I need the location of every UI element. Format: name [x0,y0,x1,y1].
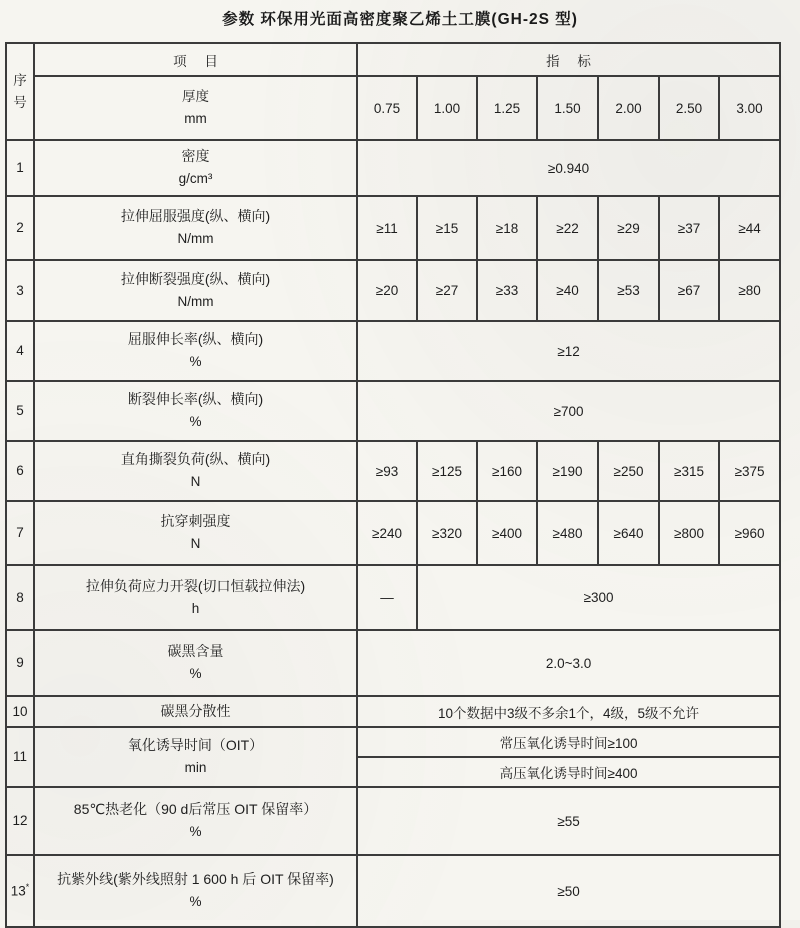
thickness-value: 1.50 [537,76,598,140]
row-no: 11 [6,727,34,787]
item-cell [34,696,357,727]
row-no: 9 [6,630,34,696]
table-row [6,696,780,727]
value-cell: ≥37 [659,196,719,260]
row-no: 3 [6,260,34,321]
item-name: 抗紫外线(紫外线照射 1 600 h 后 OIT 保留率) [57,871,334,888]
row-no: 8 [6,565,34,630]
table-row [6,260,780,321]
item-unit: N [190,536,201,552]
header-row-1 [6,43,780,76]
thickness-value: 2.50 [659,76,719,140]
footnote-marker: * [25,881,30,892]
item-name: 断裂伸长率(纵、横向) [127,391,264,408]
row-no: 6 [6,441,34,501]
value-cell: ≥50 [357,855,780,927]
table-row [6,855,780,927]
row-no: 10 [6,696,34,727]
value-cell: 高压氧化诱导时间≥400 [357,757,780,787]
value-cell: ≥80 [719,260,780,321]
item-name: 碳黑分散性 [160,703,231,719]
value-cell: ≥12 [357,321,780,381]
value-cell: ≥160 [477,441,537,501]
header-seq: 序号 [6,43,34,140]
value-cell: 2.0~3.0 [357,630,780,696]
item-name: 拉伸屈服强度(纵、横向) [120,208,271,225]
item-cell [34,630,357,696]
value-cell: 常压氧化诱导时间≥100 [357,727,780,757]
header-row-2 [6,76,780,140]
item-name: 屈服伸长率(纵、横向) [127,331,264,348]
table-row [6,787,780,855]
thickness-value: 2.00 [598,76,659,140]
value-cell: ≥53 [598,260,659,321]
item-unit: % [189,894,202,910]
item-cell [34,855,357,927]
value-cell: ≥315 [659,441,719,501]
row-no: 12 [6,787,34,855]
value-cell: ≥320 [417,501,477,565]
item-unit: % [189,414,202,430]
table-row [6,565,780,630]
row-no: 5 [6,381,34,441]
row-no: 4 [6,321,34,381]
item-cell [34,727,357,787]
item-unit: % [189,666,202,682]
item-cell [34,260,357,321]
value-cell: ≥15 [417,196,477,260]
item-unit: % [189,824,202,840]
row-no: 7 [6,501,34,565]
item-name: 85℃热老化（90 d后常压 OIT 保留率） [73,801,318,818]
value-cell: ≥240 [357,501,417,565]
value-cell: ≥125 [417,441,477,501]
value-cell: ≥190 [537,441,598,501]
thickness-value: 0.75 [357,76,417,140]
value-cell: ≥400 [477,501,537,565]
item-cell [34,787,357,855]
value-cell: ≥375 [719,441,780,501]
value-cell: — [357,565,417,630]
item-cell [34,321,357,381]
value-cell: ≥33 [477,260,537,321]
value-cell: ≥800 [659,501,719,565]
thickness-value: 3.00 [719,76,780,140]
item-cell [34,381,357,441]
header-indicator: 指 标 [357,43,780,76]
table-row [6,381,780,441]
table-row [6,501,780,565]
value-cell: ≥67 [659,260,719,321]
value-cell: ≥960 [719,501,780,565]
thickness-unit: mm [184,111,207,126]
value-cell: 10个数据中3级不多余1个，4级，5级不允许 [357,696,780,727]
thickness-label: 厚度 [182,89,209,105]
item-unit: N/mm [177,293,214,309]
item-unit: % [189,354,202,370]
thickness-value: 1.25 [477,76,537,140]
item-name: 密度 [181,148,210,165]
item-name: 碳黑含量 [167,643,224,660]
value-cell: ≥22 [537,196,598,260]
item-cell [34,441,357,501]
value-cell: ≥55 [357,787,780,855]
item-unit: h [191,600,200,616]
value-cell: ≥250 [598,441,659,501]
value-cell: ≥640 [598,501,659,565]
item-cell [34,140,357,196]
item-name: 拉伸负荷应力开裂(切口恒载拉伸法) [85,577,306,594]
value-cell: ≥11 [357,196,417,260]
header-item: 项 目 [34,43,357,76]
value-cell: ≥29 [598,196,659,260]
item-unit: min [184,760,207,776]
item-unit: N/mm [177,231,214,247]
table-row [6,441,780,501]
header-thickness [34,76,357,140]
table-row [6,727,780,757]
spec-table [5,42,781,928]
value-cell: ≥300 [417,565,780,630]
value-cell: ≥0.940 [357,140,780,196]
value-cell: ≥18 [477,196,537,260]
value-cell: ≥20 [357,260,417,321]
value-cell: ≥93 [357,441,417,501]
value-cell: ≥40 [537,260,598,321]
row-no: 2 [6,196,34,260]
table-row [6,321,780,381]
item-cell [34,196,357,260]
table-row [6,196,780,260]
table-row [6,630,780,696]
row-no: 13* [6,855,34,927]
item-name: 抗穿刺强度 [160,513,231,530]
page-title: 参数 环保用光面高密度聚乙烯土工膜(GH-2S 型) [222,11,578,28]
item-unit: g/cm³ [178,171,213,187]
item-name: 拉伸断裂强度(纵、横向) [120,270,271,287]
table-row [6,140,780,196]
item-unit: N [190,474,201,490]
row-no: 1 [6,140,34,196]
value-cell: ≥480 [537,501,598,565]
value-cell: ≥700 [357,381,780,441]
item-name: 直角撕裂负荷(纵、横向) [120,451,271,468]
value-cell: ≥27 [417,260,477,321]
thickness-value: 1.00 [417,76,477,140]
value-cell: ≥44 [719,196,780,260]
item-cell [34,501,357,565]
item-cell [34,565,357,630]
item-name: 氧化诱导时间（OIT） [127,737,264,754]
